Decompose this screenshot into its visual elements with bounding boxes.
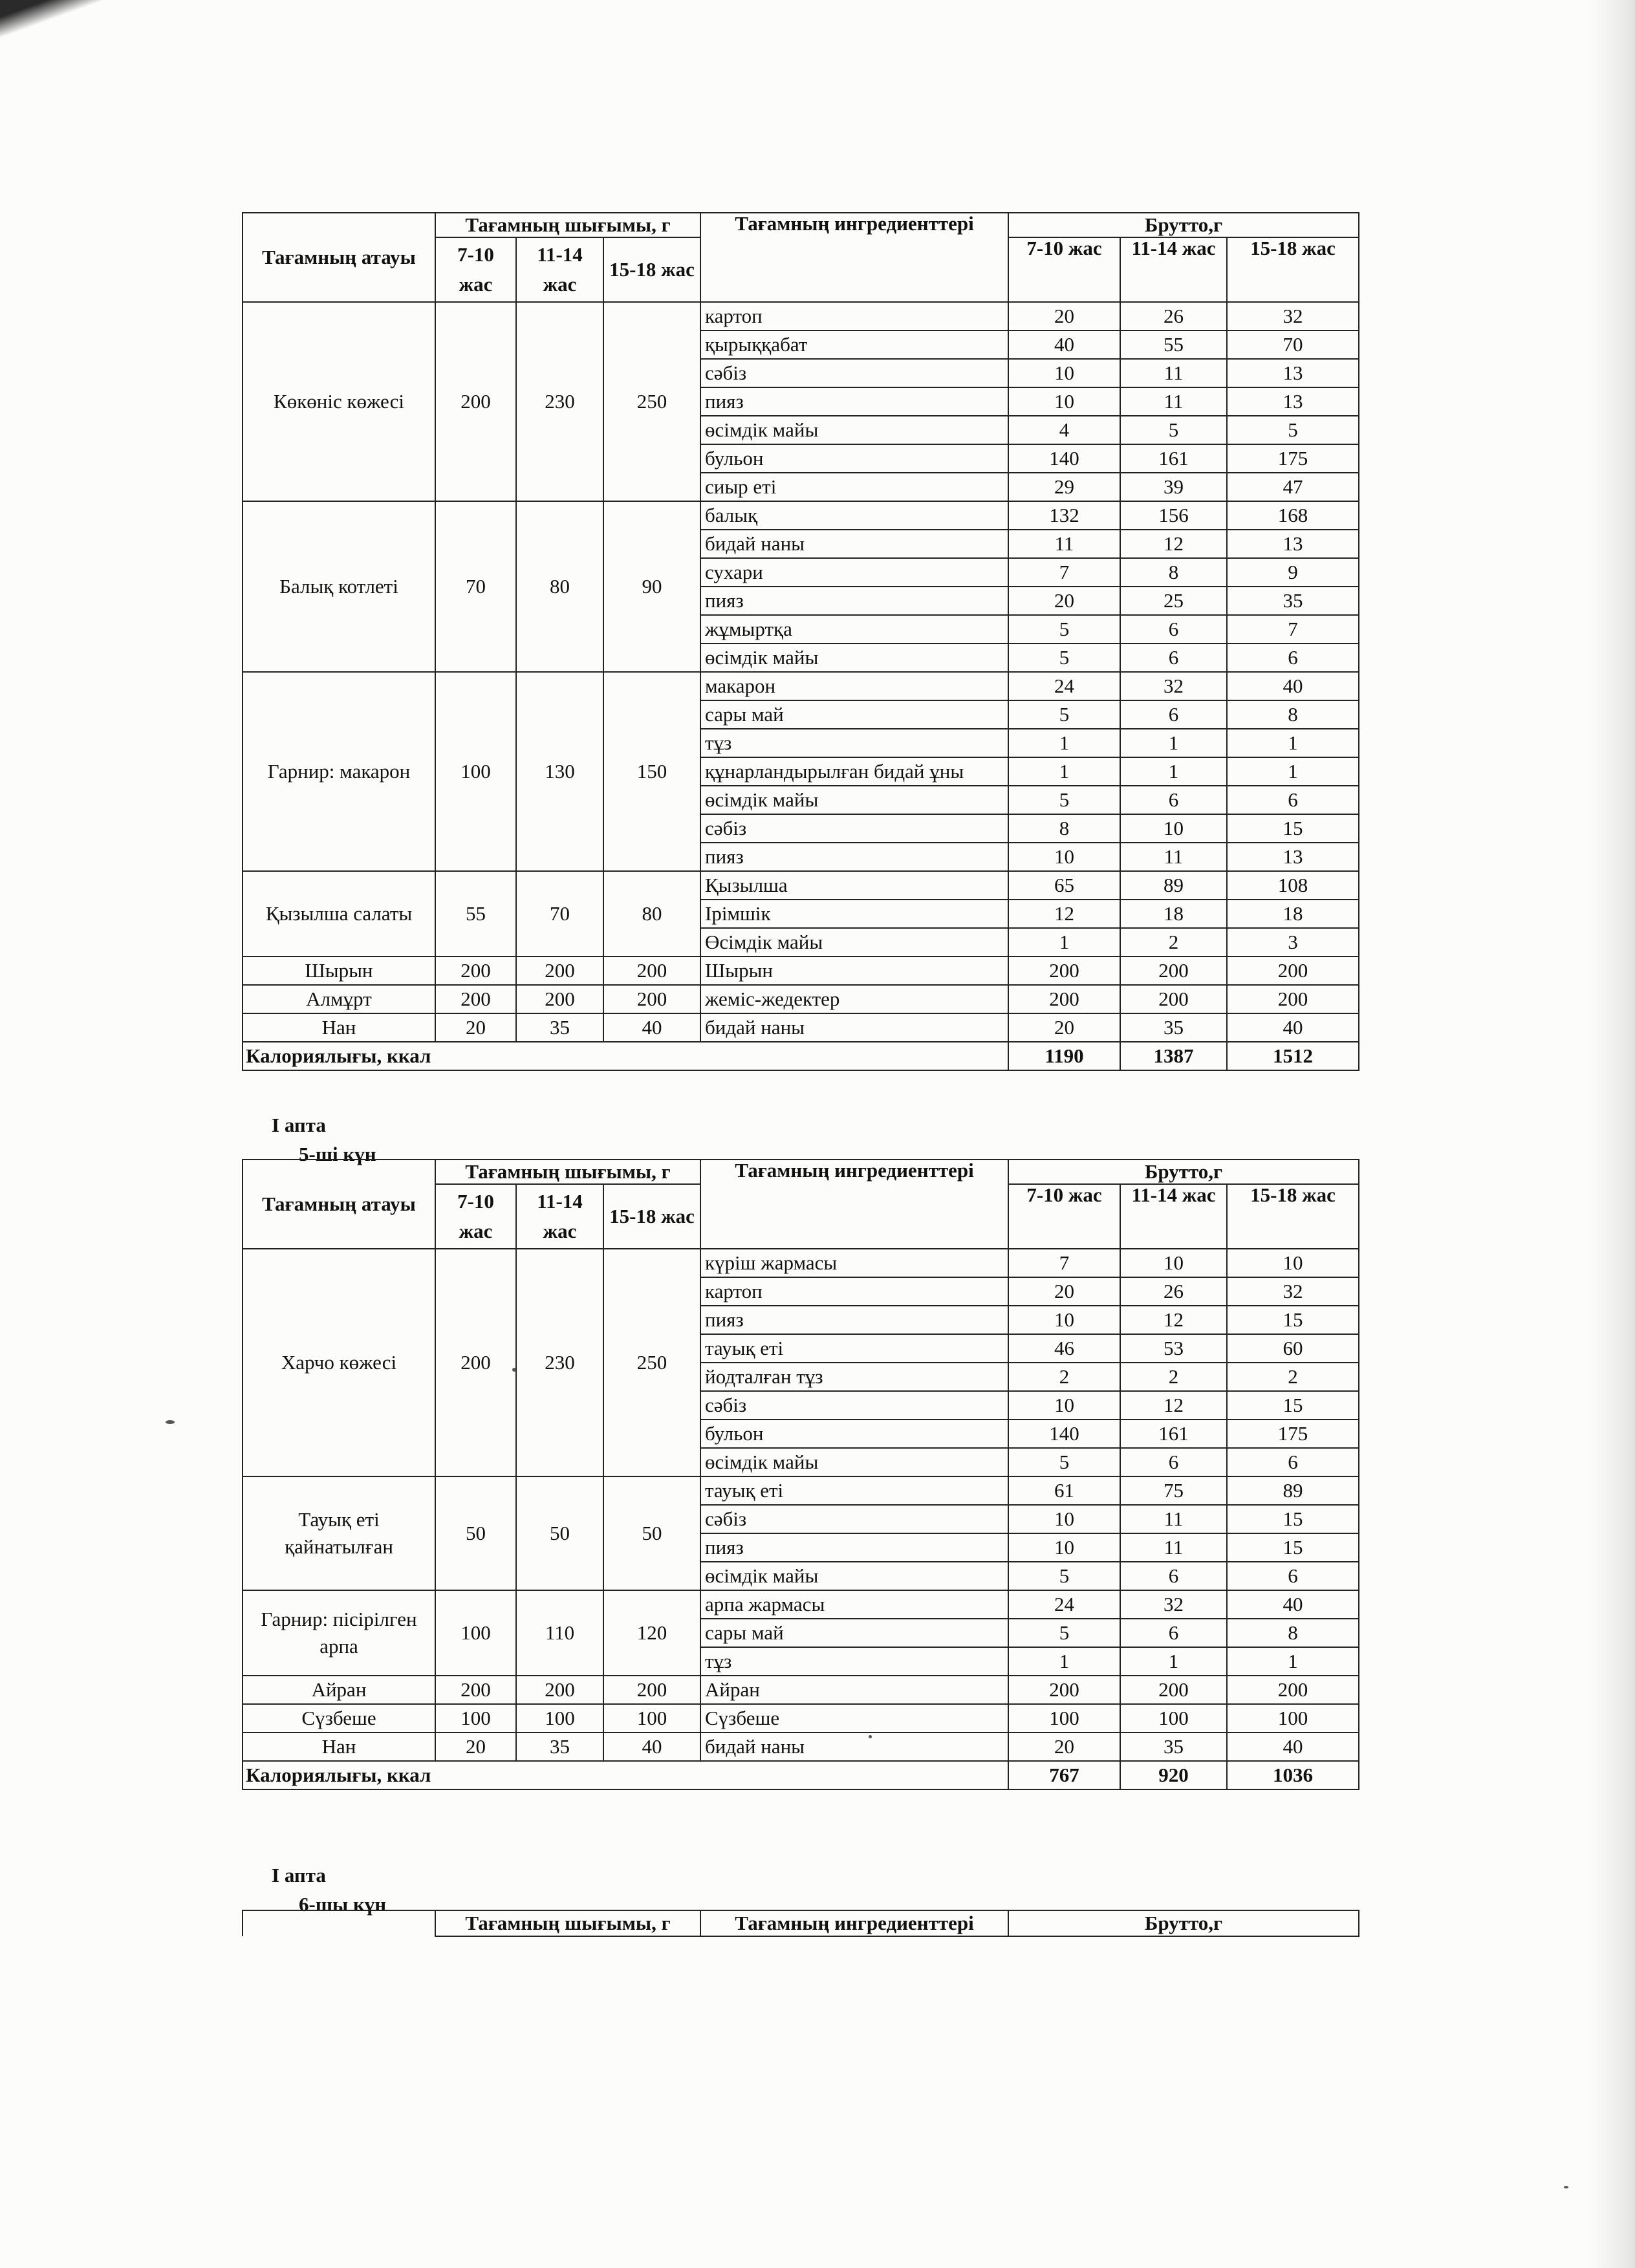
ingredient-name: Сүзбеше — [700, 1704, 1008, 1733]
week-label: І апта — [272, 1114, 326, 1136]
brutto-value: 1 — [1227, 729, 1359, 757]
ingredient-name: картоп — [700, 1277, 1008, 1306]
dish-name: Нан — [243, 1013, 435, 1042]
brutto-value: 15 — [1227, 1306, 1359, 1334]
menu-table-day4 — [242, 212, 1359, 1071]
header-brutto: Брутто,г — [1008, 1160, 1359, 1184]
header-ingredients: Тағамның ингредиенттері — [700, 1910, 1008, 1936]
calories-value: 1036 — [1227, 1761, 1359, 1789]
brutto-value: 1 — [1008, 1647, 1120, 1676]
brutto-value: 1 — [1120, 729, 1227, 757]
header-brutto: Брутто,г — [1008, 1910, 1359, 1936]
brutto-value: 40 — [1008, 330, 1120, 359]
header-brutto: Брутто,г — [1008, 213, 1359, 237]
dish-yield: 230 — [516, 1249, 603, 1476]
brutto-value: 11 — [1120, 1505, 1227, 1533]
header-row — [243, 213, 1359, 237]
brutto-value: 5 — [1227, 416, 1359, 444]
dish-yield: 200 — [435, 1676, 516, 1704]
brutto-value: 168 — [1227, 501, 1359, 530]
ingredient-name: макарон — [700, 672, 1008, 700]
brutto-value: 8 — [1008, 814, 1120, 843]
brutto-value: 5 — [1008, 1562, 1120, 1590]
brutto-value: 108 — [1227, 871, 1359, 900]
ingredient-name: Ірімшік — [700, 900, 1008, 928]
dish-name: Балық котлеті — [243, 501, 435, 672]
dish-yield: 50 — [435, 1476, 516, 1590]
brutto-value: 10 — [1120, 814, 1227, 843]
brutto-value: 161 — [1120, 1420, 1227, 1448]
header-yield-age: 11-14 жас — [516, 237, 603, 302]
header-brutto-age: 15-18 жас — [1227, 237, 1359, 302]
brutto-value: 200 — [1227, 956, 1359, 985]
brutto-value: 12 — [1120, 1306, 1227, 1334]
dish-yield: 50 — [516, 1476, 603, 1590]
brutto-value: 140 — [1008, 1420, 1120, 1448]
week-label: І апта — [272, 1864, 326, 1886]
dish-yield: 70 — [516, 871, 603, 956]
brutto-value: 7 — [1008, 1249, 1120, 1277]
brutto-value: 1 — [1008, 928, 1120, 956]
brutto-value: 40 — [1227, 1590, 1359, 1619]
brutto-value: 6 — [1227, 1448, 1359, 1476]
brutto-value: 60 — [1227, 1334, 1359, 1363]
header-yield-age: 15-18 жас — [603, 1184, 700, 1249]
dish-name: Шырын — [243, 956, 435, 985]
dish-yield: 200 — [603, 956, 700, 985]
brutto-value: 20 — [1008, 1733, 1120, 1761]
header-yield: Тағамның шығымы, г — [435, 213, 700, 237]
brutto-value: 40 — [1227, 672, 1359, 700]
brutto-value: 26 — [1120, 302, 1227, 330]
header-yield-age: 11-14 жас — [516, 1184, 603, 1249]
calories-row — [243, 1761, 1359, 1789]
dish-yield: 200 — [435, 985, 516, 1013]
brutto-value: 6 — [1120, 1448, 1227, 1476]
ingredient-name: бидай наны — [700, 1733, 1008, 1761]
brutto-value: 100 — [1008, 1704, 1120, 1733]
brutto-value: 2 — [1120, 1363, 1227, 1391]
table-row — [243, 501, 1359, 530]
dish-yield: 150 — [603, 672, 700, 871]
dish-yield: 35 — [516, 1013, 603, 1042]
brutto-value: 39 — [1120, 473, 1227, 501]
brutto-value: 13 — [1227, 530, 1359, 558]
brutto-value: 20 — [1008, 587, 1120, 615]
brutto-value: 10 — [1008, 843, 1120, 871]
brutto-value: 6 — [1227, 643, 1359, 672]
dish-name: Қызылша салаты — [243, 871, 435, 956]
ingredient-name: сары май — [700, 1619, 1008, 1647]
calories-value: 1512 — [1227, 1042, 1359, 1070]
ingredient-name: өсімдік майы — [700, 643, 1008, 672]
ingredient-name: Өсімдік майы — [700, 928, 1008, 956]
dish-yield: 80 — [516, 501, 603, 672]
dish-yield: 55 — [435, 871, 516, 956]
brutto-value: 35 — [1120, 1733, 1227, 1761]
brutto-value: 6 — [1227, 1562, 1359, 1590]
brutto-value: 5 — [1008, 1619, 1120, 1647]
ingredient-name: пияз — [700, 1533, 1008, 1562]
brutto-value: 6 — [1120, 615, 1227, 643]
ingredient-name: картоп — [700, 302, 1008, 330]
table-row — [243, 1476, 1359, 1505]
scan-shadow — [0, 0, 155, 39]
header-row — [243, 1910, 1359, 1936]
dish-yield: 200 — [516, 1676, 603, 1704]
dish-name: Алмұрт — [243, 985, 435, 1013]
brutto-value: 15 — [1227, 814, 1359, 843]
brutto-value: 15 — [1227, 1391, 1359, 1420]
header-yield: Тағамның шығымы, г — [435, 1910, 700, 1936]
brutto-value: 200 — [1227, 985, 1359, 1013]
brutto-value: 200 — [1227, 1676, 1359, 1704]
brutto-value: 5 — [1120, 416, 1227, 444]
brutto-value: 40 — [1227, 1733, 1359, 1761]
brutto-value: 32 — [1120, 672, 1227, 700]
brutto-value: 1 — [1008, 729, 1120, 757]
brutto-value: 6 — [1120, 1619, 1227, 1647]
calories-label: Калориялығы, ккал — [243, 1042, 1008, 1070]
header-ingredients: Тағамның ингредиенттері — [700, 1160, 1008, 1249]
brutto-value: 5 — [1008, 615, 1120, 643]
dish-yield: 130 — [516, 672, 603, 871]
table-row — [243, 1590, 1359, 1619]
dish-name: Тауық еті қайнатылған — [243, 1476, 435, 1590]
ingredient-name: бульон — [700, 444, 1008, 473]
brutto-value: 1 — [1008, 757, 1120, 786]
ingredient-name: Қызылша — [700, 871, 1008, 900]
table-row — [243, 302, 1359, 330]
brutto-value: 5 — [1008, 643, 1120, 672]
dish-name: Айран — [243, 1676, 435, 1704]
ingredient-name: бульон — [700, 1420, 1008, 1448]
dish-yield: 90 — [603, 501, 700, 672]
dish-name: Харчо көжесі — [243, 1249, 435, 1476]
ingredient-name: Айран — [700, 1676, 1008, 1704]
brutto-value: 65 — [1008, 871, 1120, 900]
brutto-value: 18 — [1227, 900, 1359, 928]
brutto-value: 20 — [1008, 1277, 1120, 1306]
ingredient-name: сәбіз — [700, 814, 1008, 843]
brutto-value: 156 — [1120, 501, 1227, 530]
ingredient-name: сәбіз — [700, 359, 1008, 387]
dish-yield: 100 — [435, 1704, 516, 1733]
ingredient-name: бидай наны — [700, 1013, 1008, 1042]
ingredient-name: бидай наны — [700, 530, 1008, 558]
brutto-value: 12 — [1120, 1391, 1227, 1420]
day-label: 5-ші күн — [299, 1142, 376, 1165]
brutto-value: 8 — [1227, 700, 1359, 729]
calories-value: 1190 — [1008, 1042, 1120, 1070]
table-row — [243, 985, 1359, 1013]
header-yield-age: 15-18 жас — [603, 237, 700, 302]
dish-yield: 35 — [516, 1733, 603, 1761]
brutto-value: 11 — [1120, 1533, 1227, 1562]
ingredient-name: жеміс-жедектер — [700, 985, 1008, 1013]
ingredient-name: тауық еті — [700, 1334, 1008, 1363]
dish-yield: 50 — [603, 1476, 700, 1590]
header-yield: Тағамның шығымы, г — [435, 1160, 700, 1184]
brutto-value: 100 — [1120, 1704, 1227, 1733]
brutto-value: 6 — [1120, 786, 1227, 814]
brutto-value: 100 — [1227, 1704, 1359, 1733]
brutto-value: 11 — [1120, 359, 1227, 387]
dish-yield: 100 — [435, 672, 516, 871]
header-dish: Тағамның атауы — [243, 213, 435, 302]
brutto-value: 24 — [1008, 672, 1120, 700]
brutto-value: 15 — [1227, 1533, 1359, 1562]
dish-yield: 200 — [435, 956, 516, 985]
brutto-value: 200 — [1120, 1676, 1227, 1704]
brutto-value: 6 — [1227, 786, 1359, 814]
calories-value: 920 — [1120, 1761, 1227, 1789]
ingredient-name: пияз — [700, 843, 1008, 871]
brutto-value: 10 — [1008, 1533, 1120, 1562]
dish-name: Гарнир: макарон — [243, 672, 435, 871]
ingredient-name: йодталған тұз — [700, 1363, 1008, 1391]
brutto-value: 47 — [1227, 473, 1359, 501]
brutto-value: 89 — [1227, 1476, 1359, 1505]
brutto-value: 10 — [1008, 1505, 1120, 1533]
brutto-value: 26 — [1120, 1277, 1227, 1306]
table-row — [243, 1249, 1359, 1277]
brutto-value: 1 — [1120, 757, 1227, 786]
dish-yield: 230 — [516, 302, 603, 501]
scan-speck — [166, 1420, 175, 1424]
brutto-value: 161 — [1120, 444, 1227, 473]
ingredient-name: пияз — [700, 587, 1008, 615]
brutto-value: 1 — [1227, 757, 1359, 786]
table-row — [243, 1733, 1359, 1761]
brutto-value: 32 — [1120, 1590, 1227, 1619]
table-row — [243, 1676, 1359, 1704]
calories-label: Калориялығы, ккал — [243, 1761, 1008, 1789]
ingredient-name: сары май — [700, 700, 1008, 729]
calories-value: 1387 — [1120, 1042, 1227, 1070]
dish-yield: 120 — [603, 1590, 700, 1676]
dish-name: Нан — [243, 1733, 435, 1761]
calories-row — [243, 1042, 1359, 1070]
scan-speck — [869, 1735, 872, 1738]
header-brutto-age: 7-10 жас — [1008, 237, 1120, 302]
scan-speck — [512, 1368, 516, 1372]
brutto-value: 55 — [1120, 330, 1227, 359]
brutto-value: 10 — [1008, 387, 1120, 416]
brutto-value: 9 — [1227, 558, 1359, 587]
ingredient-name: өсімдік майы — [700, 786, 1008, 814]
brutto-value: 13 — [1227, 843, 1359, 871]
ingredient-name: сәбіз — [700, 1505, 1008, 1533]
header-brutto-age: 11-14 жас — [1120, 1184, 1227, 1249]
dish-yield: 250 — [603, 1249, 700, 1476]
dish-yield: 200 — [516, 985, 603, 1013]
dish-name: Көкөніс көжесі — [243, 302, 435, 501]
dish-name: Сүзбеше — [243, 1704, 435, 1733]
brutto-value: 12 — [1008, 900, 1120, 928]
brutto-value: 4 — [1008, 416, 1120, 444]
dish-yield: 100 — [516, 1704, 603, 1733]
brutto-value: 32 — [1227, 1277, 1359, 1306]
table-row — [243, 871, 1359, 900]
dish-yield: 100 — [435, 1590, 516, 1676]
ingredient-name: жұмыртқа — [700, 615, 1008, 643]
brutto-value: 53 — [1120, 1334, 1227, 1363]
brutto-value: 46 — [1008, 1334, 1120, 1363]
brutto-value: 5 — [1008, 786, 1120, 814]
brutto-value: 12 — [1120, 530, 1227, 558]
ingredient-name: өсімдік майы — [700, 1562, 1008, 1590]
brutto-value: 200 — [1008, 956, 1120, 985]
dish-yield: 200 — [603, 1676, 700, 1704]
brutto-value: 10 — [1227, 1249, 1359, 1277]
brutto-value: 8 — [1227, 1619, 1359, 1647]
table-row — [243, 956, 1359, 985]
brutto-value: 13 — [1227, 387, 1359, 416]
dish-yield: 100 — [603, 1704, 700, 1733]
brutto-value: 15 — [1227, 1505, 1359, 1533]
brutto-value: 175 — [1227, 1420, 1359, 1448]
day-label: 6-шы күн — [299, 1892, 387, 1916]
brutto-value: 132 — [1008, 501, 1120, 530]
brutto-value: 10 — [1008, 1391, 1120, 1420]
menu-table-day5 — [242, 1159, 1359, 1790]
ingredient-name: пияз — [700, 1306, 1008, 1334]
brutto-value: 18 — [1120, 900, 1227, 928]
header-row — [243, 1160, 1359, 1184]
brutto-value: 20 — [1008, 1013, 1120, 1042]
ingredient-name: өсімдік майы — [700, 1448, 1008, 1476]
dish-yield: 200 — [435, 302, 516, 501]
brutto-value: 61 — [1008, 1476, 1120, 1505]
dish-yield: 40 — [603, 1733, 700, 1761]
header-dish: Тағамның атауы — [243, 1160, 435, 1249]
brutto-value: 75 — [1120, 1476, 1227, 1505]
header-brutto-age: 11-14 жас — [1120, 237, 1227, 302]
dish-yield: 40 — [603, 1013, 700, 1042]
brutto-value: 6 — [1120, 700, 1227, 729]
brutto-value: 200 — [1120, 956, 1227, 985]
brutto-value: 35 — [1120, 1013, 1227, 1042]
ingredient-name: тауық еті — [700, 1476, 1008, 1505]
brutto-value: 1 — [1120, 1647, 1227, 1676]
table-row — [243, 1704, 1359, 1733]
brutto-value: 10 — [1008, 359, 1120, 387]
brutto-value: 5 — [1008, 1448, 1120, 1476]
ingredient-name: сиыр еті — [700, 473, 1008, 501]
ingredient-name: күріш жармасы — [700, 1249, 1008, 1277]
dish-yield: 200 — [516, 956, 603, 985]
calories-value: 767 — [1008, 1761, 1120, 1789]
ingredient-name: сәбіз — [700, 1391, 1008, 1420]
brutto-value: 3 — [1227, 928, 1359, 956]
dish-yield: 70 — [435, 501, 516, 672]
header-dish-empty — [243, 1910, 435, 1936]
brutto-value: 10 — [1120, 1249, 1227, 1277]
brutto-value: 10 — [1008, 1306, 1120, 1334]
brutto-value: 40 — [1227, 1013, 1359, 1042]
brutto-value: 20 — [1008, 302, 1120, 330]
scan-speck — [1564, 2186, 1568, 2188]
brutto-value: 70 — [1227, 330, 1359, 359]
dish-yield: 110 — [516, 1590, 603, 1676]
brutto-value: 32 — [1227, 302, 1359, 330]
brutto-value: 13 — [1227, 359, 1359, 387]
brutto-value: 6 — [1120, 1562, 1227, 1590]
ingredient-name: арпа жармасы — [700, 1590, 1008, 1619]
dish-yield: 200 — [435, 1249, 516, 1476]
ingredient-name: тұз — [700, 729, 1008, 757]
brutto-value: 6 — [1120, 643, 1227, 672]
brutto-value: 11 — [1120, 843, 1227, 871]
ingredient-name: құнарландырылған бидай ұны — [700, 757, 1008, 786]
brutto-value: 29 — [1008, 473, 1120, 501]
brutto-value: 7 — [1227, 615, 1359, 643]
brutto-value: 2 — [1120, 928, 1227, 956]
brutto-value: 11 — [1120, 387, 1227, 416]
brutto-value: 5 — [1008, 700, 1120, 729]
menu-table-day6-header — [242, 1910, 1359, 1937]
header-brutto-age: 7-10 жас — [1008, 1184, 1120, 1249]
brutto-value: 200 — [1008, 1676, 1120, 1704]
dish-yield: 20 — [435, 1733, 516, 1761]
brutto-value: 7 — [1008, 558, 1120, 587]
dish-yield: 20 — [435, 1013, 516, 1042]
ingredient-name: қырыққабат — [700, 330, 1008, 359]
brutto-value: 11 — [1008, 530, 1120, 558]
dish-yield: 200 — [603, 985, 700, 1013]
brutto-value: 175 — [1227, 444, 1359, 473]
brutto-value: 25 — [1120, 587, 1227, 615]
header-brutto-age: 15-18 жас — [1227, 1184, 1359, 1249]
ingredient-name: сухари — [700, 558, 1008, 587]
brutto-value: 89 — [1120, 871, 1227, 900]
table-row — [243, 1013, 1359, 1042]
brutto-value: 1 — [1227, 1647, 1359, 1676]
dish-name: Гарнир: пісірілген арпа — [243, 1590, 435, 1676]
header-yield-age: 7-10 жас — [435, 1184, 516, 1249]
table-row — [243, 672, 1359, 700]
scan-edge — [1590, 0, 1635, 2268]
ingredient-name: тұз — [700, 1647, 1008, 1676]
brutto-value: 2 — [1008, 1363, 1120, 1391]
ingredient-name: өсімдік майы — [700, 416, 1008, 444]
dish-yield: 80 — [603, 871, 700, 956]
brutto-value: 2 — [1227, 1363, 1359, 1391]
ingredient-name: пияз — [700, 387, 1008, 416]
ingredient-name: Шырын — [700, 956, 1008, 985]
header-ingredients: Тағамның ингредиенттері — [700, 213, 1008, 302]
brutto-value: 35 — [1227, 587, 1359, 615]
brutto-value: 200 — [1008, 985, 1120, 1013]
header-yield-age: 7-10 жас — [435, 237, 516, 302]
brutto-value: 24 — [1008, 1590, 1120, 1619]
dish-yield: 250 — [603, 302, 700, 501]
brutto-value: 140 — [1008, 444, 1120, 473]
brutto-value: 8 — [1120, 558, 1227, 587]
ingredient-name: балық — [700, 501, 1008, 530]
brutto-value: 200 — [1120, 985, 1227, 1013]
